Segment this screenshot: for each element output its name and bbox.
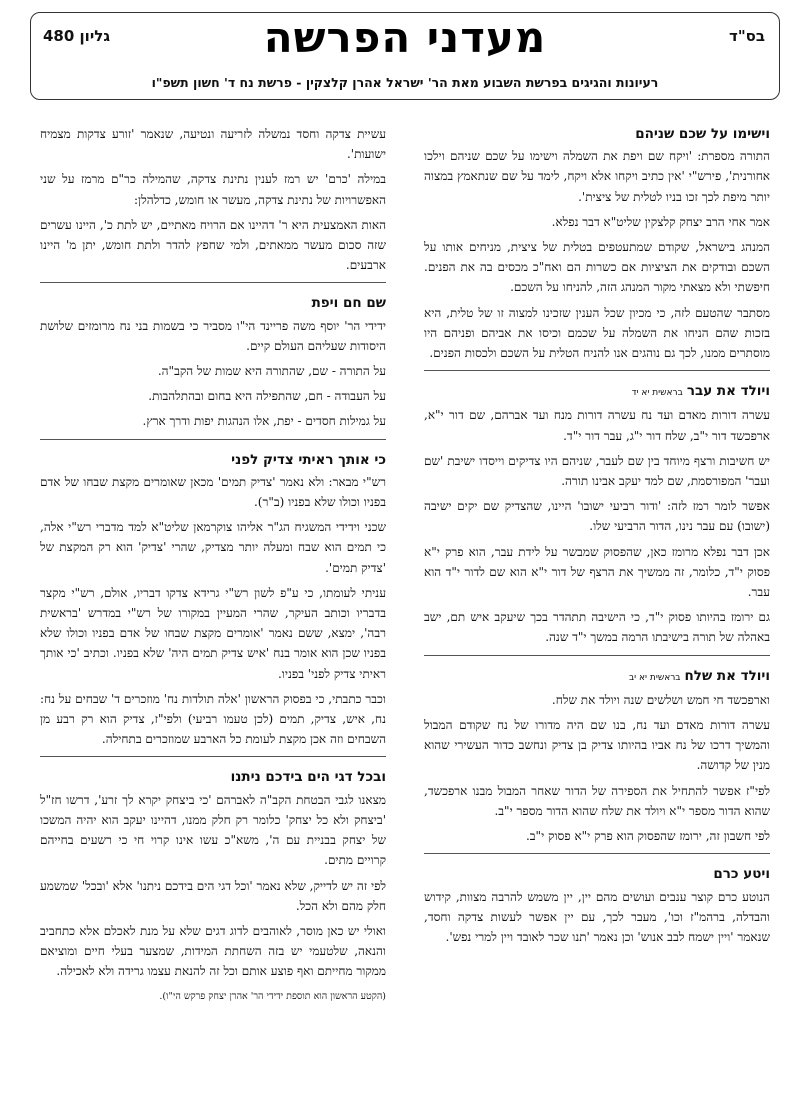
section-title-text: ויולד את עבר [686, 383, 770, 400]
section-title-text: ויולד את שלח [684, 667, 770, 684]
section-title [424, 666, 770, 688]
paragraph: לפי חשבון זה, ירומז שהפסוק הוא פרק י"א פסוק י"ב. [525, 829, 770, 844]
section-divider [424, 655, 770, 656]
paragraph: עשרה דורות מאדם ועד נח עשרה דורות מנח ועד אברהם, שם דור י"א, ארפכשד דור י"ב, שלח דור י"ג, עבר דור י"ד. [424, 408, 770, 443]
bsd-label: בס"ד [729, 27, 765, 45]
source-reference: בראשית יא יב [628, 672, 681, 683]
section-title: ויטע כרם [713, 866, 770, 883]
paragraph: על התורה - שם, שהתורה היא שמות של הקב"ה. [157, 364, 386, 379]
section-title: וישימו על שכם שניהם [635, 126, 770, 142]
section-divider [424, 370, 770, 371]
left-column [40, 124, 386, 1007]
right-column [424, 124, 770, 952]
section-divider [40, 756, 386, 757]
paragraph: עניתי לעומתו, כי ע"פ לשון רש"י גרידא צדקו דבריו, אולם, רש"י מקצר בדבריו וכותב העיקר, שהרי המעיין במקורו של רש"י במדרש 'בראשית רבה', ימצא, ששם נאמר 'אומרים מקצת שבחו של אדם בפניו וכולו שלא בפניו שכן הוא אומר בנח 'איש צדיק תמים היה' שלא בפניו. וכתיב 'כי אותך ראיתי צדיק לפני' בפניו. [40, 585, 386, 681]
paragraph: ואולי יש כאן מוסר, לאוהבים לדוג דגים שלא על מנת לאכלם אלא כתחביב והנאה, שלטעמי יש בזה השחתת המידות, שמצער בעלי חיים ומוציאם ממקור מחייתם ואף פוצע אותם וכל זה להנאת עצמו גרידה ולא לאכילה. [40, 923, 386, 979]
paragraph: וארפכשד חי חמש ושלשים שנה ויולד את שלח. [551, 692, 770, 707]
page-title: מעדני הפרשה [263, 13, 547, 62]
section-divider [424, 853, 770, 854]
paragraph: רש"י מבאר: ולא נאמר 'צדיק תמים' מכאן שאומרים מקצת שבחו של אדם בפניו וכולו שלא בפניו (ב"ר). [40, 474, 386, 510]
footnote: (הקטע הראשון הוא תוספת ידידי הר' אהרן יצחק פרקש הי"ו). [159, 990, 386, 1002]
paragraph: על העבודה - חם, שהתפילה היא בחום ובהתלהבות. [148, 389, 386, 404]
paragraph: אכן דבר נפלא מרומז כאן, שהפסוק שמבשר על לידת עבר, הוא פרק י"א פסוק י"ד, כלומר, זה ממשיך את הרצף של דור י"א הוא שם לדור י"ד הוא עבר. [424, 544, 770, 600]
issue-number: גליון 480 [43, 27, 111, 45]
paragraph: עשיית צדקה וחסד נמשלה לזריעה ונטיעה, שנאמר 'זורע צדקות מצמיח ישועות'. [40, 127, 386, 162]
paragraph: מסתבר שהטעם לזה, כי מכיון שכל הענין שזכינו למצוה זו של טלית, היא בזכות שהם הניחו את השמלה על שכמם וכיסו את אביהם ופניהם היו מוסתרים ממנו, לכך גם נוהגים אנו להניח הטלית על השכם ולכסות הפנים. [424, 305, 770, 361]
paragraph: שכני וידידי המשגיח הג"ר אליהו צוקרמאן שליט"א למד מדברי רש"י אלה, כי תמים הוא שבח ומעלה יותר מצדיק, שהרי 'צדיק' הוא רק המקצת של 'צדיק תמים'. [40, 520, 386, 575]
paragraph: עשרה דורות מאדם ועד נח, בנו שם היה מדורו של נח שקודם המבול והמשיך דרכו של נח אביו בהיותו צדיק בן צדיק ונחשב כדור העשירי שהוא מנין של קדושה. [424, 718, 770, 773]
paragraph: הנוטע כרם קוצר ענבים ועושים מהם יין, יין משמש להרבה מצוות, קידוש והבדלה, ברהמ"ז וכו', מעבר לכך, עם יין אפשר לעשות צדקה וחסד, שנאמר 'ויין ישמח לבב אנוש' וכן נאמר 'תנו שכר לאובד ויין למרי נפש'. [424, 889, 770, 944]
subtitle: רעיונות והגיגים בפרשת השבוע מאת הר' ישראל אהרן קלצקין - פרשת נח ד' חשון תשפ"ו [151, 75, 659, 90]
paragraph: מצאנו לגבי הבטחת הקב"ה לאברהם 'כי ביצחק יקרא לך זרע', דרשו חז"ל 'ביצחק ולא כל יצחק' כלומר רק חלק ממנו, דהיינו יעקב הוא יהיה המשכו של יצחק בבניית עם ה', משא"כ עשו אינו קרוי חי כי רשעים בחייהם קרויים מתים. [40, 792, 386, 868]
paragraph: במילה 'כרם' יש רמז לענין נתינת צדקה, שהמילה כר"ם מרמז על שני האפשרויות של נתינת צדקה, מעשר או חומש, כדלהלן: [40, 172, 386, 207]
section-title: כי אותך ראיתי צדיק לפני [231, 451, 386, 468]
section-divider [40, 282, 386, 283]
paragraph: אמר אחי הרב יצחק קלצקין שליט"א דבר נפלא. [551, 214, 770, 229]
section-title: שם חם ויפת [311, 295, 386, 312]
source-reference: בראשית יא יד [631, 388, 683, 399]
paragraph: יש חשיבות ורצף מיוחד בין שם לעבר, שניהם היו צדיקים וייסדו ישיבת 'שם ועבר' המפורסמת, שם למד יעקב אבינו תורה. [424, 453, 770, 489]
paragraph: גם ירומז בהיותו פסוק י"ד, כי הישיבה תתהדר בכך שיעקב איש תם, ישב באהלה של תורה בישיבתו הרמה במשך י"ד שנה. [424, 610, 770, 645]
paragraph: אפשר לומר רמז לזה: 'ודור רביעי ישובו' היינו, שהצדיק שם יקים ישיבה (ישובו) עם עבר נינו, הדור הרביעי שלו. [424, 499, 770, 534]
paragraph: ידידי הר' יוסף משה פריינד הי"ו מסביר כי בשמות בני נח מרומזים שלושת היסודות שעליהם העולם קיים. [40, 318, 386, 353]
paragraph: המנהג בישראל, שקודם שמתעטפים בטלית של ציצית, מניחים אותו על השכם ובודקים את הציציות אם כשרות הם ואח"כ מכסים בה את הפנים. חיפשתי ולא מצאתי מקור המנהג הזה, להניחו על השכם. [424, 240, 770, 295]
section-title: ובכל דגי הים בידכם ניתנו [230, 769, 386, 786]
paragraph: וכבר כתבתי, כי בפסוק הראשון 'אלה תולדות נח' מוזכרים ד' שבחים על נח: נח, איש, צדיק, תמים (לכן טעמו רביעי) ולפי"ז, צדיק הוא רק רבע מן השבחים וזה אכן מקצת לעומת כל הארבע שמוזכרים בתחילה. [40, 691, 386, 747]
section-divider [40, 439, 386, 440]
paragraph: האות האמצעית היא ר' דהיינו אם הרויח מאתיים, יש לתת כ', היינו עשרים שזה סכום מעשר ממאתים, ולמי שחפץ להדר ולתת חומש, יתן מ' היינו ארבעים. [40, 217, 386, 273]
paragraph: לפי"ז אפשר להתחיל את הספירה של הדור שאחר המבול מבנו ארפכשד, שהוא הדור מספר י"א ויולד את שלח שהוא הדור מספר י"ב. [424, 783, 770, 818]
section-title [424, 381, 770, 403]
paragraph: התורה מספרת: 'ויקח שם ויפת את השמלה וישימו על שכם שניהם וילכו אחורנית', פירש"י 'אין כתיב ויקחו אלא ויקח, לימד על שם שנתאמץ במצוה יותר מיפת לכך זכו בניו לטלית של ציצית'. [424, 149, 770, 204]
paragraph: לפי זה יש לדייק, שלא נאמר 'וכל דגי הים בידכם ניתנו' אלא 'ובכל' שמשמע חלק מהם ולא הכל. [40, 878, 386, 913]
masthead [30, 12, 780, 100]
paragraph: על גמילות חסדים - יפת, אלו הנהגות יפות ודרך ארץ. [142, 414, 386, 429]
